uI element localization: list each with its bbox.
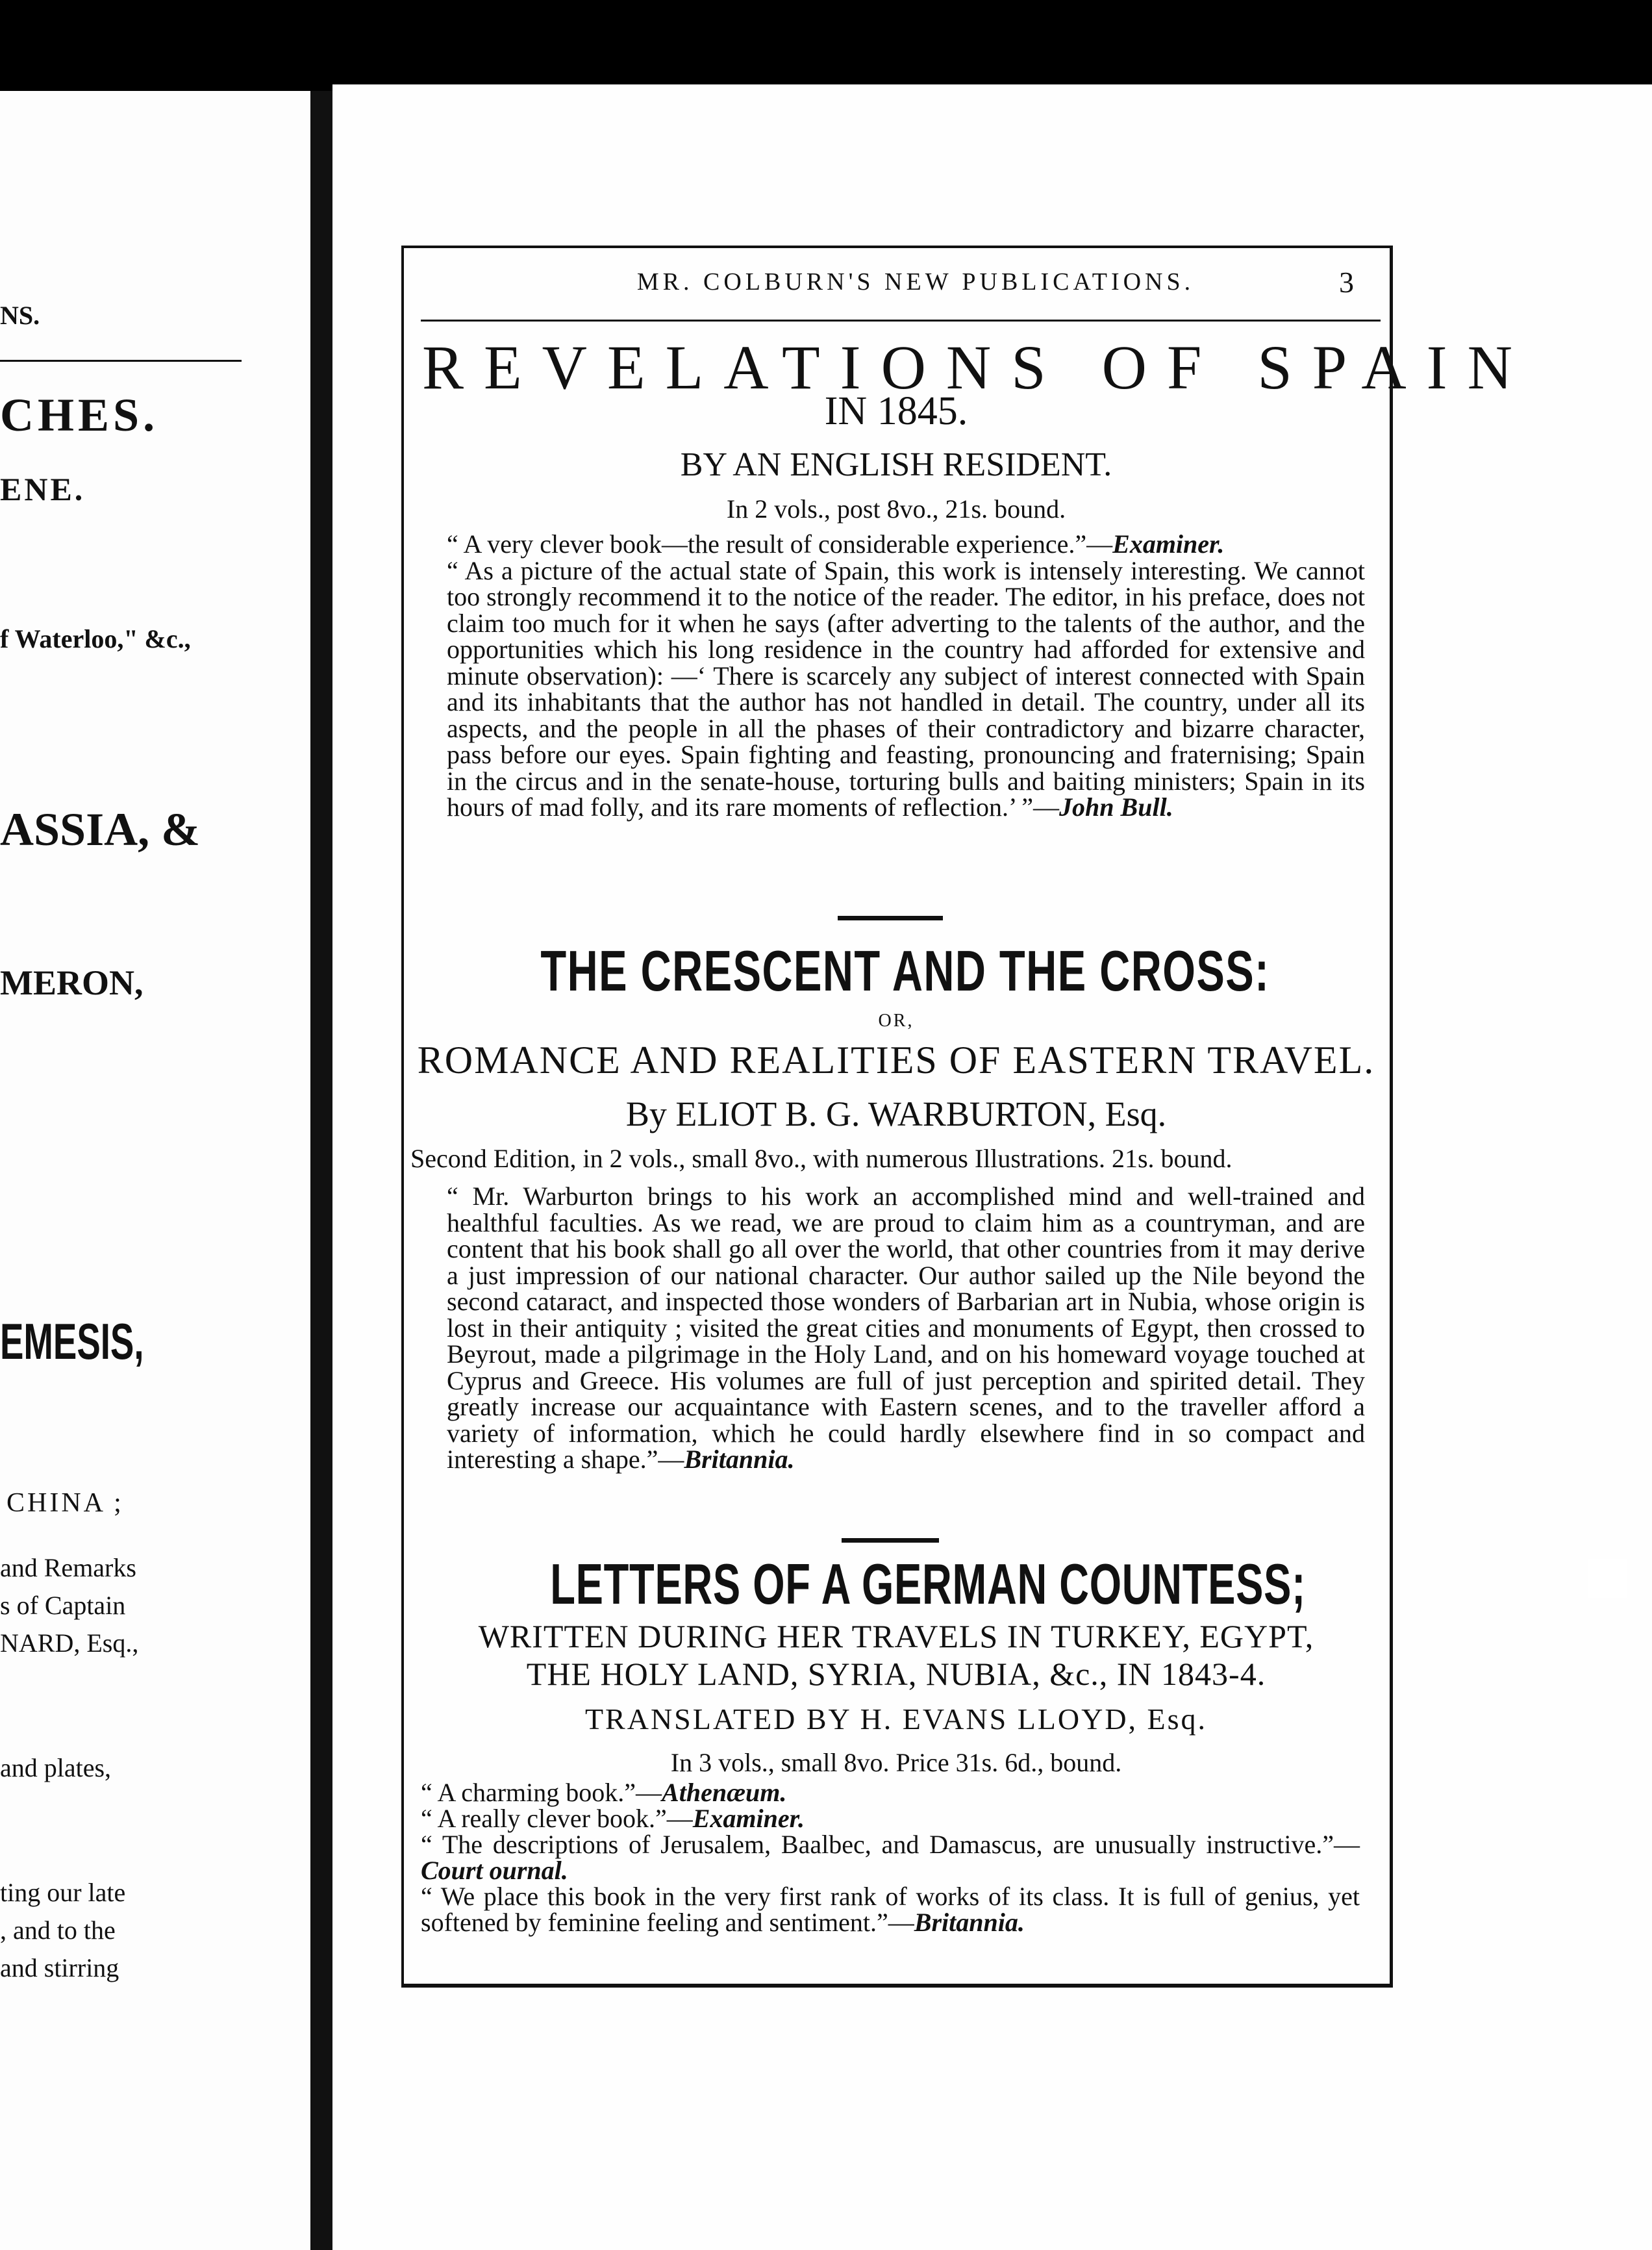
book2-or-line: OR, [878, 1011, 914, 1031]
left-fragment-1: NS. [0, 301, 40, 330]
section-divider-2 [842, 1538, 939, 1543]
left-fragment-10: s of Captain [0, 1591, 126, 1620]
book3-review-3 [408, 1832, 1360, 1884]
left-fragment-15: and stirring [0, 1953, 119, 1982]
book1-review-1-text: “ A very clever book—the result of considerable experience.”— [447, 529, 1113, 559]
scan-artifact [1588, 1559, 1627, 1598]
left-fragment-12: and plates, [0, 1753, 112, 1782]
book1-review-1-source: Examiner. [1112, 529, 1225, 559]
book3-review-2 [408, 1806, 1360, 1832]
header-rule [421, 320, 1381, 322]
book3-review-2-text: “ A really clever book.”— [421, 1804, 693, 1833]
page-number: 3 [1339, 266, 1354, 299]
book1-review-2-source: John Bull. [1059, 792, 1173, 822]
book3-review-3-source: Court ournal. [421, 1856, 568, 1885]
left-fragment-4: f Waterloo," &c., [0, 624, 191, 653]
book1-review-2-text: “ As a picture of the actual state of Spain, this work is intensely interesting. We cannot too strongly recommend it to the notice of the reader. The editor, in his preface, does not claim too much for it when he says (after adverting to the talents of the author, and the opportunities which his long residence in the country had afforded for extensive and minute observation): —‘ There is scarcely any subject of interest connected with Spain and its inhabitants that the author has not handled in detail. The country, under all its aspects, and the people in all the phases of their contradictory and bizarre character, pass before our eyes. Spain fighting and feasting, pronouncing and fraternising; Spain in the circus and in the senate-house, torturing bulls and baiting ministers; Spain in its hours of mad folly, and its rare moments of reflection.’ ”— [447, 555, 1365, 822]
book3-edition: In 3 vols., small 8vo. Price 31s. 6d., bound. [670, 1748, 1122, 1777]
book3-review-2-source: Examiner. [692, 1804, 805, 1833]
left-fragment-5: ASSIA, & [0, 803, 201, 855]
book3-review-4-source: Britannia. [914, 1908, 1025, 1937]
book1-edition: In 2 vols., post 8vo., 21s. bound. [726, 494, 1066, 524]
book2-title: THE CRESCENT AND THE CROSS: [540, 939, 1270, 1003]
book3-review-4-text: “ We place this book in the very first rank of works of its class. It is full of genius, yet softened by feminine feeling and sentiment.”— [421, 1882, 1360, 1937]
running-head: MR. COLBURN'S NEW PUBLICATIONS. [636, 268, 1195, 296]
book3-translator: TRANSLATED BY H. EVANS LLOYD, Esq. [584, 1702, 1208, 1736]
left-fragment-3: ENE. [0, 471, 86, 507]
left-fragment-13: ting our late [0, 1878, 126, 1907]
left-fragment-2: CHES. [0, 389, 159, 441]
left-fragment-8: CHINA ; [6, 1488, 124, 1518]
left-fragment-14: , and to the [0, 1915, 116, 1945]
book3-written-line-2: THE HOLY LAND, SYRIA, NUBIA, &c., IN 1843-4. [526, 1656, 1266, 1692]
book3-written-line-1: WRITTEN DURING HER TRAVELS IN TURKEY, EGYPT, [478, 1618, 1314, 1654]
book3-review-4 [408, 1884, 1360, 1936]
book2-review-source: Britannia. [684, 1445, 795, 1474]
book1-year-line: IN 1845. [824, 389, 968, 433]
book2-review-quote [413, 1183, 1365, 1473]
book2-review-text: “ Mr. Warburton brings to his work an accomplished mind and well-trained and healthful faculties. As we read, we are proud to claim him as a countryman, and are content that his book shall go all over the world, that other countries from it may derive a just impression of our national character. Our author sailed up the Nile beyond the second cataract, and inspected those wonders of Barbarian art in Nubia, whose origin is lost in their antiquity ; visited the great cities and monuments of Egypt, then crossed to Beyrout, made a pilgrimage in the Holy Land, and on his homeward voyage touched at Cyprus and Greece. His volumes are full of just perception and spirited detail. They greatly increase our acquaintance with Eastern scenes, and to the traveller afford a variety of information, which he could hardly elsewhere find in so compact and interesting a shape.”— [447, 1182, 1365, 1474]
book3-title: LETTERS OF A GERMAN COUNTESS; [550, 1552, 1306, 1616]
book1-reviews [413, 531, 1365, 821]
left-fragment-11: NARD, Esq., [0, 1628, 139, 1658]
book3-reviews [408, 1780, 1360, 1936]
book1-review-2 [413, 555, 1365, 822]
book3-review-1-source: Athenæum. [662, 1778, 787, 1807]
book3-review-1-text: “ A charming book.”— [421, 1778, 662, 1807]
book2-review [413, 1183, 1365, 1473]
book1-byline: BY AN ENGLISH RESIDENT. [680, 446, 1112, 483]
left-fragment-6: MERON, [0, 963, 144, 1002]
book3-review-3-text: “ The descriptions of Jerusalem, Baalbec, and Damascus, are unusually instructive.”— [421, 1830, 1360, 1859]
left-fragment-9: and Remarks [0, 1553, 136, 1582]
book2-subtitle: ROMANCE AND REALITIES OF EASTERN TRAVEL. [417, 1039, 1375, 1081]
left-page-rule [0, 360, 242, 362]
book3-review-1 [408, 1780, 1360, 1806]
book2-byline: By ELIOT B. G. WARBURTON, Esq. [625, 1094, 1167, 1133]
book1-review-1 [413, 531, 1365, 558]
book2-edition: Second Edition, in 2 vols., small 8vo., with numerous Illustrations. 21s. bound. [410, 1144, 1233, 1173]
section-divider-1 [838, 916, 943, 920]
left-fragment-7: EMESIS, [0, 1313, 144, 1370]
book1-title: REVELATIONS OF SPAIN [422, 333, 1533, 402]
left-facing-page [0, 91, 321, 2250]
